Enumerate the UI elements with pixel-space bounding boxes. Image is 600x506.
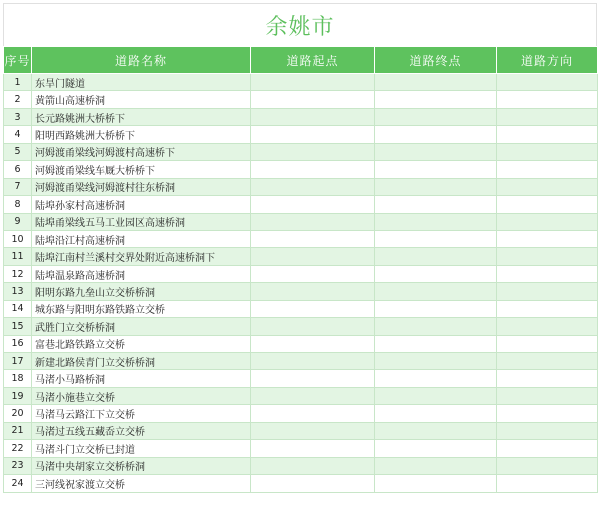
cell-road-start[interactable] [251,370,375,387]
cell-road-name[interactable]: 新建北路侯青门立交桥桥洞 [32,353,251,370]
table-row [4,143,598,160]
cell-index[interactable]: 5 [4,143,32,160]
cell-road-start[interactable] [251,475,375,492]
cell-road-start[interactable] [251,318,375,335]
cell-road-direction[interactable] [497,283,598,300]
cell-index[interactable]: 10 [4,230,32,247]
cell-index[interactable]: 2 [4,91,32,108]
cell-road-end[interactable] [375,440,497,457]
table-row [4,387,598,404]
cell-road-end[interactable] [375,353,497,370]
cell-road-name[interactable]: 阳明东路九垒山立交桥桥洞 [32,283,251,300]
cell-road-start[interactable] [251,335,375,352]
cell-road-name[interactable]: 陆埠甬梁线五马工业园区高速桥洞 [32,213,251,230]
cell-road-start[interactable] [251,230,375,247]
header-road-name: 道路名称 [32,47,251,74]
table-row [4,422,598,439]
table-row [4,91,598,108]
cell-road-end[interactable] [375,143,497,160]
cell-road-name[interactable]: 富巷北路铁路立交桥 [32,335,251,352]
cell-index[interactable]: 6 [4,161,32,178]
table-row [4,283,598,300]
cell-road-direction[interactable] [497,91,598,108]
cell-index[interactable]: 14 [4,300,32,317]
cell-road-start[interactable] [251,108,375,125]
cell-road-name[interactable]: 阳明西路姚洲大桥桥下 [32,126,251,143]
cell-road-name[interactable]: 武胜门立交桥桥洞 [32,318,251,335]
cell-index[interactable]: 13 [4,283,32,300]
cell-road-name[interactable]: 河姆渡甬梁线车厩大桥桥下 [32,161,251,178]
cell-road-name[interactable]: 马渚中央胡家立交桥桥洞 [32,457,251,474]
cell-road-end[interactable] [375,178,497,195]
table-row [4,74,598,91]
cell-road-name[interactable]: 黄箭山高速桥洞 [32,91,251,108]
cell-index[interactable]: 4 [4,126,32,143]
table-row [4,300,598,317]
cell-road-direction[interactable] [497,248,598,265]
cell-road-direction[interactable] [497,213,598,230]
cell-index[interactable]: 24 [4,475,32,492]
cell-road-start[interactable] [251,457,375,474]
cell-road-direction[interactable] [497,178,598,195]
cell-road-end[interactable] [375,405,497,422]
cell-road-end[interactable] [375,230,497,247]
table-row [4,335,598,352]
cell-road-name[interactable]: 陆埠沿江村高速桥洞 [32,230,251,247]
cell-road-end[interactable] [375,161,497,178]
table-row [4,318,598,335]
cell-road-direction[interactable] [497,335,598,352]
cell-road-name[interactable]: 城东路与阳明东路铁路立交桥 [32,300,251,317]
cell-road-start[interactable] [251,387,375,404]
table-row [4,440,598,457]
cell-road-direction[interactable] [497,300,598,317]
cell-index[interactable]: 9 [4,213,32,230]
cell-road-direction[interactable] [497,457,598,474]
cell-index[interactable]: 23 [4,457,32,474]
cell-road-end[interactable] [375,248,497,265]
table-row [4,108,598,125]
cell-road-start[interactable] [251,440,375,457]
table-body [4,74,598,493]
cell-road-direction[interactable] [497,265,598,282]
table-row [4,230,598,247]
cell-road-start[interactable] [251,213,375,230]
table-row [4,475,598,492]
cell-road-name[interactable]: 河姆渡甬梁线河姆渡村高速桥下 [32,143,251,160]
cell-road-end[interactable] [375,475,497,492]
cell-road-start[interactable] [251,248,375,265]
cell-road-start[interactable] [251,74,375,91]
cell-road-direction[interactable] [497,422,598,439]
road-table-sheet [3,3,597,503]
cell-road-direction[interactable] [497,353,598,370]
cell-index[interactable]: 22 [4,440,32,457]
cell-road-direction[interactable] [497,440,598,457]
cell-road-start[interactable] [251,353,375,370]
cell-road-start[interactable] [251,161,375,178]
table-row [4,370,598,387]
cell-road-name[interactable]: 河姆渡甬梁线河姆渡村往东桥洞 [32,178,251,195]
table-row [4,248,598,265]
cell-road-start[interactable] [251,196,375,213]
table-row [4,161,598,178]
cell-index[interactable]: 15 [4,318,32,335]
cell-index[interactable]: 16 [4,335,32,352]
cell-road-name[interactable]: 东旱门隧道 [32,74,251,91]
cell-road-start[interactable] [251,422,375,439]
cell-road-direction[interactable] [497,161,598,178]
table-row [4,353,598,370]
table-row [4,126,598,143]
table-row [4,457,598,474]
sheet-title: 余姚市 [3,3,597,46]
cell-road-end[interactable] [375,126,497,143]
cell-index[interactable]: 19 [4,387,32,404]
cell-road-end[interactable] [375,300,497,317]
header-road-start: 道路起点 [251,47,375,74]
cell-road-end[interactable] [375,108,497,125]
table-row [4,196,598,213]
header-index: 序号 [4,47,32,74]
cell-index[interactable]: 20 [4,405,32,422]
cell-road-end[interactable] [375,422,497,439]
cell-road-direction[interactable] [497,126,598,143]
cell-road-direction[interactable] [497,370,598,387]
cell-road-end[interactable] [375,265,497,282]
cell-road-start[interactable] [251,405,375,422]
cell-road-end[interactable] [375,457,497,474]
cell-road-name[interactable]: 陆埠温泉路高速桥洞 [32,265,251,282]
cell-road-direction[interactable] [497,318,598,335]
cell-road-direction[interactable] [497,405,598,422]
cell-road-name[interactable]: 三河线祝家渡立交桥 [32,475,251,492]
cell-index[interactable]: 17 [4,353,32,370]
cell-road-start[interactable] [251,126,375,143]
cell-road-end[interactable] [375,74,497,91]
cell-road-direction[interactable] [497,108,598,125]
table-row [4,178,598,195]
cell-index[interactable]: 7 [4,178,32,195]
cell-road-end[interactable] [375,335,497,352]
cell-index[interactable]: 11 [4,248,32,265]
cell-road-end[interactable] [375,213,497,230]
header-row [4,47,598,74]
cell-road-end[interactable] [375,283,497,300]
cell-road-direction[interactable] [497,74,598,91]
cell-road-name[interactable]: 陆埠江南村兰溪村交界处附近高速桥洞下 [32,248,251,265]
cell-road-start[interactable] [251,300,375,317]
cell-road-end[interactable] [375,318,497,335]
cell-road-start[interactable] [251,283,375,300]
table-row [4,405,598,422]
cell-road-end[interactable] [375,196,497,213]
cell-road-end[interactable] [375,387,497,404]
cell-road-name[interactable]: 马渚马云路江下立交桥 [32,405,251,422]
cell-index[interactable]: 21 [4,422,32,439]
cell-road-name[interactable]: 马渚斗门立交桥已封道 [32,440,251,457]
cell-road-name[interactable]: 马渚小马路桥洞 [32,370,251,387]
cell-road-name[interactable]: 马渚过五线五藏岙立交桥 [32,422,251,439]
cell-road-start[interactable] [251,178,375,195]
cell-index[interactable]: 18 [4,370,32,387]
cell-road-start[interactable] [251,265,375,282]
cell-road-direction[interactable] [497,196,598,213]
cell-road-name[interactable]: 马渚小施巷立交桥 [32,387,251,404]
cell-index[interactable]: 12 [4,265,32,282]
cell-index[interactable]: 8 [4,196,32,213]
cell-road-direction[interactable] [497,230,598,247]
cell-road-direction[interactable] [497,387,598,404]
cell-road-direction[interactable] [497,475,598,492]
cell-road-start[interactable] [251,143,375,160]
header-road-direction: 道路方向 [497,47,598,74]
cell-road-end[interactable] [375,91,497,108]
table-row [4,265,598,282]
road-table [3,46,598,493]
header-road-end: 道路终点 [375,47,497,74]
cell-index[interactable]: 3 [4,108,32,125]
cell-road-end[interactable] [375,370,497,387]
table-row [4,213,598,230]
cell-index[interactable]: 1 [4,74,32,91]
cell-road-direction[interactable] [497,143,598,160]
cell-road-name[interactable]: 陆埠孙家村高速桥洞 [32,196,251,213]
cell-road-name[interactable]: 长元路姚洲大桥桥下 [32,108,251,125]
cell-road-start[interactable] [251,91,375,108]
